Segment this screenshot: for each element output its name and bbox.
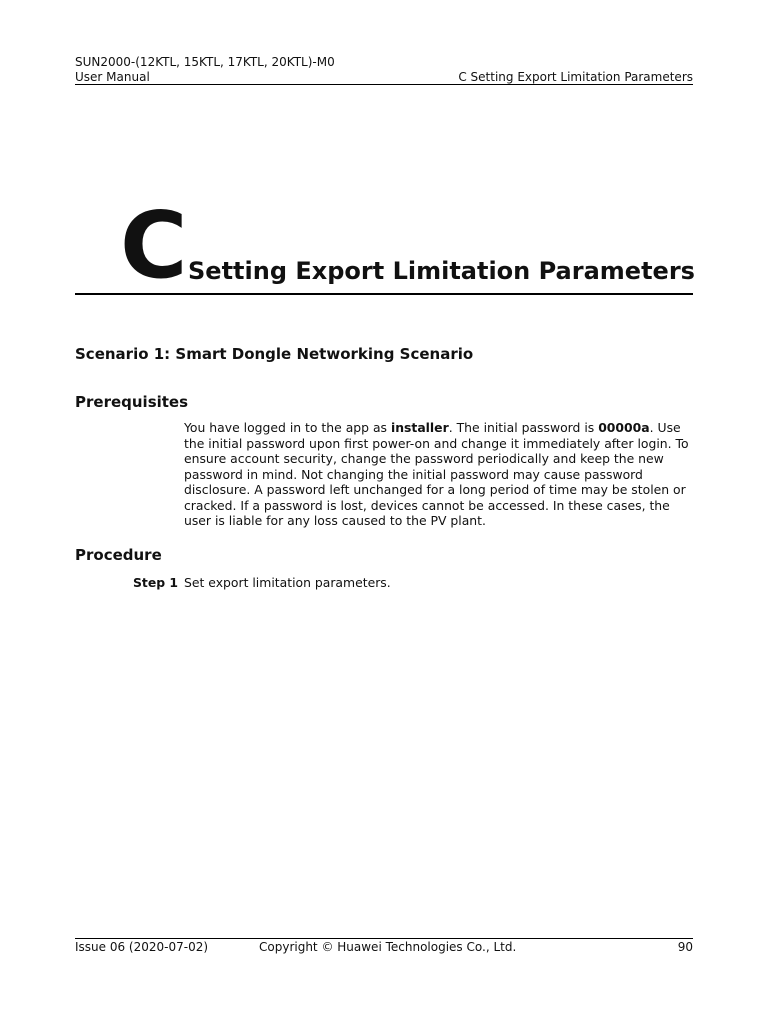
footer-rule — [75, 938, 693, 939]
header-section: C Setting Export Limitation Parameters — [458, 70, 693, 84]
chapter-rule — [75, 293, 693, 295]
step-text: Set export limitation parameters. — [184, 575, 391, 590]
prereq-bold-installer: installer — [390, 420, 449, 435]
prereq-text-2: . The initial password is — [448, 420, 599, 435]
prerequisites-heading: Prerequisites — [75, 393, 189, 411]
chapter-letter: C — [120, 192, 186, 299]
prereq-text-1: You have logged in to the app as — [184, 420, 391, 435]
footer-issue: Issue 06 (2020-07-02) — [75, 940, 209, 954]
header-row — [75, 70, 693, 84]
footer-page-number: 90 — [677, 940, 693, 954]
prereq-bold-password: 00000a — [598, 420, 650, 435]
scenario-heading: Scenario 1: Smart Dongle Networking Scenario — [75, 345, 474, 363]
prerequisites-paragraph — [184, 420, 696, 529]
chapter-title: Setting Export Limitation Parameters — [188, 257, 695, 285]
procedure-heading: Procedure — [75, 546, 162, 564]
step-label: Step 1 — [133, 575, 179, 590]
header-rule — [75, 84, 693, 85]
prereq-text-3: . Use the initial password upon first power-on and change it immediately after login. To ensure account security, change the password periodically and keep the new password in mind. Not changing the initial password may cause password disclosure. A password left unchanged for a long period of time may be stolen or cracked. If a password is lost, devices cannot be accessed. In these cases, the user is liable for any loss caused to the PV plant. — [184, 420, 689, 528]
header-doc-type: User Manual — [75, 70, 150, 84]
header-product: SUN2000-(12KTL, 15KTL, 17KTL, 20KTL)-M0 — [75, 55, 335, 69]
footer-copyright: Copyright © Huawei Technologies Co., Ltd. — [259, 940, 517, 954]
